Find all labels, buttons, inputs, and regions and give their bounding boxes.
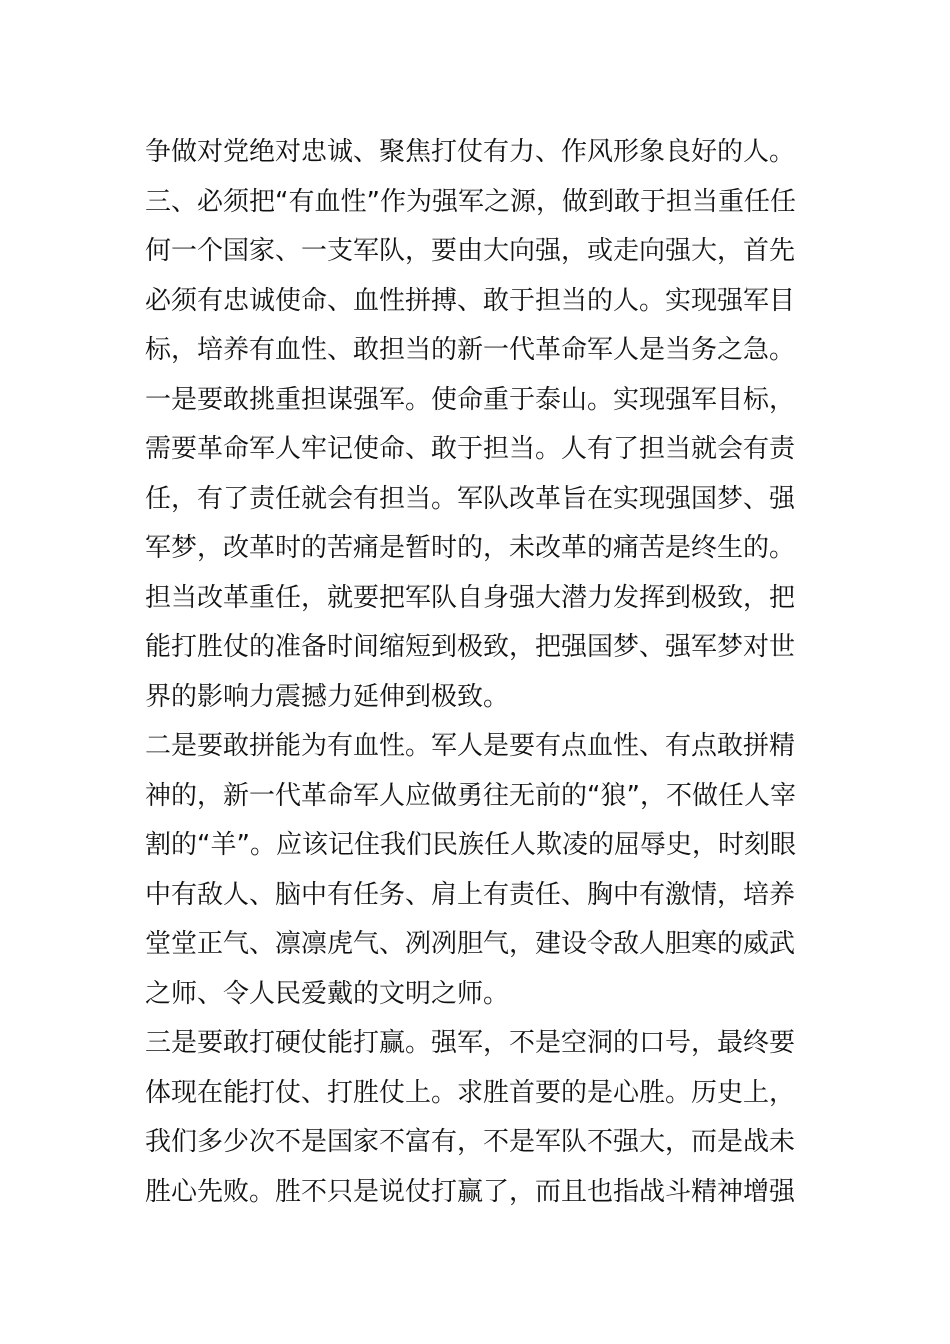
text-line: 三、必须把“有血性”作为强军之源，做到敢于担当重任任 [145, 186, 796, 217]
text-line: 胜心先败。胜不只是说仗打赢了，而且也指战斗精神增强 [145, 1176, 796, 1207]
text-line: 二是要敢拼能为有血性。军人是要有点血性、有点敢拼精 [145, 731, 796, 761]
text-line: 需要革命军人牢记使命、敢于担当。人有了担当就会有责 [145, 434, 796, 464]
text-line: 割的“羊”。应该记住我们民族任人欺凌的屈辱史，时刻眼 [145, 830, 796, 860]
text-line: 任，有了责任就会有担当。军队改革旨在实现强国梦、强 [145, 483, 796, 514]
body-text [145, 128, 810, 1217]
text-line: 标，培养有血性、敢担当的新一代革命军人是当务之急。 [145, 335, 796, 365]
text-line: 一是要敢挑重担谋强军。使命重于泰山。实现强军目标， [145, 384, 796, 415]
text-line: 三是要敢打硬仗能打赢。强军，不是空洞的口号，最终要 [145, 1028, 796, 1058]
text-line: 界的影响力震撼力延伸到极致。 [145, 681, 510, 712]
text-line: 我们多少次不是国家不富有，不是军队不强大，而是战未 [145, 1127, 796, 1157]
text-line: 神的，新一代革命军人应做勇往无前的“狼”，不做任人宰 [145, 780, 796, 811]
text-line: 军梦，改革时的苦痛是暂时的，未改革的痛苦是终生的。 [145, 533, 796, 563]
text-line: 体现在能打仗、打胜仗上。求胜首要的是心胜。历史上， [145, 1077, 796, 1108]
text-line: 担当改革重任，就要把军队自身强大潜力发挥到极致，把 [145, 582, 796, 613]
text-line: 堂堂正气、凛凛虎气、冽冽胆气，建设令敌人胆寒的威武 [145, 929, 796, 959]
text-line: 中有敌人、脑中有任务、肩上有责任、胸中有激情，培养 [145, 879, 796, 910]
text-line: 何一个国家、一支军队，要由大向强，或走向强大，首先 [145, 236, 796, 266]
text-line: 能打胜仗的准备时间缩短到极致，把强国梦、强军梦对世 [145, 632, 796, 662]
text-line: 之师、令人民爱戴的文明之师。 [145, 978, 510, 1009]
text-line: 争做对党绝对忠诚、聚焦打仗有力、作风形象良好的人。 [145, 137, 796, 167]
text-line: 必须有忠诚使命、血性拼搏、敢于担当的人。实现强军目 [145, 285, 796, 316]
